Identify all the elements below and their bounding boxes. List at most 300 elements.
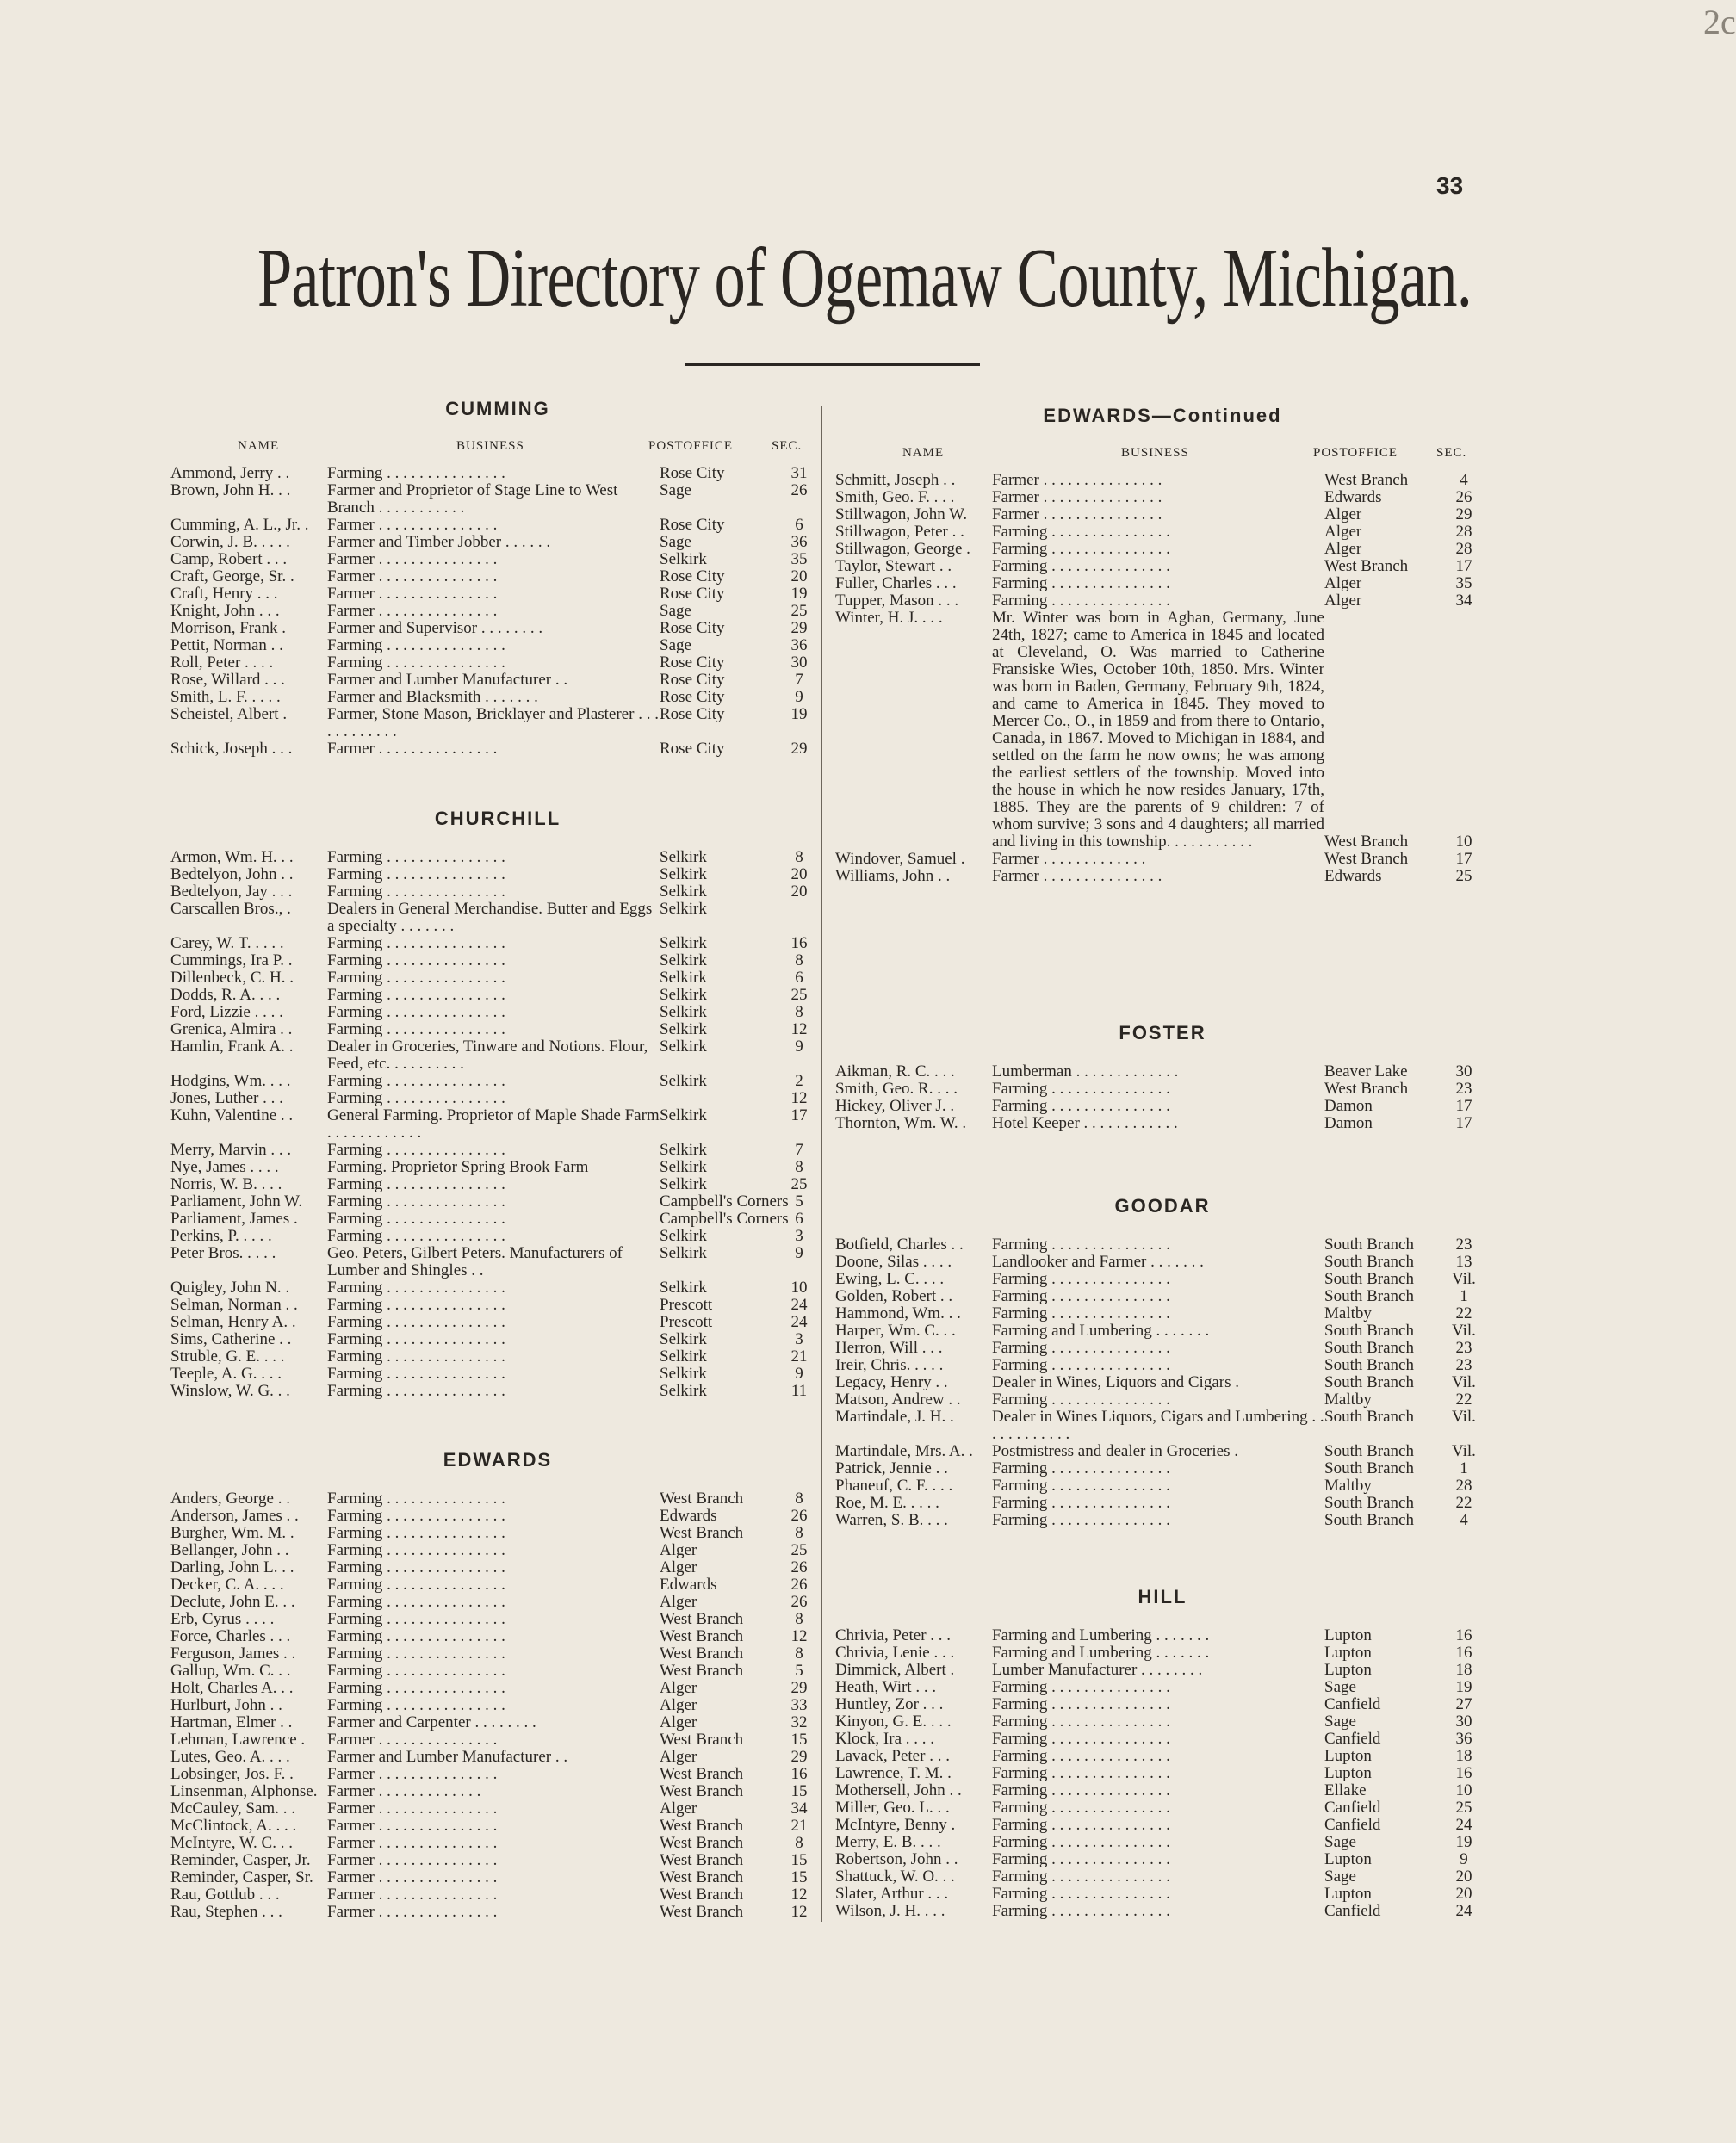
entry-sec: 16	[790, 1765, 808, 1783]
entry-sec: 22	[1455, 1494, 1472, 1512]
entry-postoffice: Selkirk	[660, 848, 707, 866]
directory-entry	[170, 1159, 825, 1176]
entry-postoffice: Lupton	[1324, 1661, 1372, 1679]
entry-business: Farming . . . . . . . . . . . . . . .	[327, 1210, 505, 1228]
entry-business: Farming . . . . . . . . . . . . . . .	[327, 1662, 505, 1680]
entry-postoffice: West Branch	[660, 1886, 744, 1904]
entry-postoffice: South Branch	[1324, 1253, 1414, 1271]
entry-postoffice: Alger	[660, 1799, 698, 1818]
entry-postoffice: Sage	[1324, 1678, 1356, 1696]
directory-entry	[170, 1004, 825, 1021]
entry-name: Fuller, Charles . . .	[835, 574, 957, 592]
entry-name: Schick, Joseph . . .	[170, 740, 293, 758]
entry-sec: 16	[790, 934, 808, 952]
entry-sec: 17	[790, 1106, 808, 1124]
entry-postoffice: South Branch	[1324, 1270, 1414, 1288]
entry-name: Holt, Charles A. . .	[170, 1679, 294, 1697]
entry-postoffice: South Branch	[1324, 1408, 1414, 1426]
entry-name: Roe, M. E. . . . .	[835, 1494, 939, 1512]
entry-name: Burgher, Wm. M. .	[170, 1524, 294, 1542]
entry-name: Force, Charles . . .	[170, 1627, 291, 1645]
entry-name: Golden, Robert . .	[835, 1287, 953, 1305]
entry-name: Anders, George . .	[170, 1490, 290, 1508]
directory-entry	[170, 1038, 825, 1073]
directory-entry	[835, 523, 1490, 541]
entry-business: Hotel Keeper . . . . . . . . . . . .	[992, 1114, 1178, 1132]
entry-postoffice: Sage	[660, 602, 691, 620]
entry-business: Farmer . . . . . . . . . . . . . . .	[992, 471, 1162, 489]
directory-entry	[835, 592, 1490, 610]
entry-name: Wilson, J. H. . . .	[835, 1902, 946, 1920]
entry-sec: 19	[790, 585, 808, 603]
entry-sec: 6	[795, 516, 803, 534]
entry-business: Farming . . . . . . . . . . . . . . .	[327, 1679, 505, 1697]
directory-entry	[170, 1680, 825, 1697]
entry-business: Farmer . . . . . . . . . . . . . . .	[327, 567, 498, 585]
entry-name: Morrison, Frank .	[170, 619, 287, 637]
entry-business: Farming . . . . . . . . . . . . . . .	[327, 1141, 505, 1159]
entry-postoffice: Selkirk	[660, 1244, 707, 1262]
directory-section	[170, 808, 825, 1400]
directory-entry	[170, 1559, 825, 1576]
entry-postoffice: Alger	[660, 1748, 698, 1766]
entry-business: Landlooker and Farmer . . . . . . .	[992, 1253, 1204, 1271]
entry-name: Ferguson, James . .	[170, 1644, 296, 1663]
directory-entry	[835, 1460, 1490, 1477]
entry-postoffice: Alger	[660, 1593, 698, 1611]
entry-business: Farmer . . . . . . . . . . . . . . .	[327, 1903, 498, 1921]
entry-sec: 23	[1455, 1236, 1472, 1254]
entry-business: Dealer in Wines Liquors, Cigars and Lumbering . . . . . . . . . . . .	[992, 1408, 1324, 1443]
entry-name: Kuhn, Valentine . .	[170, 1106, 294, 1124]
directory-entry	[835, 1868, 1490, 1886]
directory-entry	[835, 1644, 1490, 1662]
entry-sec: 10	[1455, 1781, 1472, 1799]
entry-name: Linsenman, Alphonse.	[170, 1782, 318, 1800]
entry-postoffice: Lupton	[1324, 1626, 1372, 1644]
entry-business: Farming . . . . . . . . . . . . . . .	[327, 1507, 505, 1525]
entry-business: Farming . . . . . . . . . . . . . . .	[992, 1730, 1170, 1748]
entry-postoffice: Selkirk	[660, 1382, 707, 1400]
entry-postoffice: Edwards	[660, 1507, 717, 1525]
entry-name: McCauley, Sam. . .	[170, 1799, 295, 1818]
entry-postoffice: Maltby	[1324, 1477, 1372, 1495]
entry-business: Farming . . . . . . . . . . . . . . .	[327, 1490, 505, 1508]
entry-name: Teeple, A. G. . . .	[170, 1365, 282, 1383]
entry-business: Farming . . . . . . . . . . . . . . .	[327, 934, 505, 952]
entry-name: Roll, Peter . . . .	[170, 653, 274, 672]
entry-sec: 11	[790, 1382, 808, 1400]
entry-business: Farming . . . . . . . . . . . . . . .	[327, 1558, 505, 1576]
entry-business: Farmer . . . . . . . . . . . . .	[992, 850, 1146, 868]
entry-business: Farming . . . . . . . . . . . . . . .	[327, 464, 505, 482]
entry-sec: 16	[1455, 1644, 1472, 1662]
entry-postoffice: Lupton	[1324, 1850, 1372, 1868]
entry-sec: 29	[790, 740, 808, 758]
directory-entry	[170, 1348, 825, 1366]
directory-entry	[170, 1228, 825, 1245]
directory-entry	[170, 1714, 825, 1731]
entry-business: Farming . . . . . . . . . . . . . . .	[327, 1089, 505, 1107]
entry-business: Farming . . . . . . . . . . . . . . .	[992, 557, 1170, 575]
entry-name: Rau, Stephen . . .	[170, 1903, 282, 1921]
entry-name: Winslow, W. G. . .	[170, 1382, 290, 1400]
entry-sec: 26	[1455, 488, 1472, 506]
directory-entry	[170, 585, 825, 603]
section-title: EDWARDS—Continued	[1043, 405, 1282, 426]
directory-entry	[170, 706, 825, 740]
directory-entry	[170, 1886, 825, 1904]
entry-sec: 32	[790, 1713, 808, 1731]
entry-business: Farming . . . . . . . . . . . . . . .	[327, 883, 505, 901]
entry-sec: 5	[795, 1192, 803, 1211]
entry-business: Farming . . . . . . . . . . . . . . .	[992, 1097, 1170, 1115]
entry-sec: 34	[1455, 591, 1472, 610]
entry-name: Reminder, Casper, Sr.	[170, 1868, 313, 1886]
entry-sec: 7	[795, 1141, 803, 1159]
entry-name: Williams, John . .	[835, 867, 951, 885]
entry-sec: 33	[790, 1696, 808, 1714]
entry-business: Farming . . . . . . . . . . . . . . .	[992, 1339, 1170, 1357]
entry-business: Farming . . . . . . . . . . . . . . .	[327, 1541, 505, 1559]
entry-postoffice: Selkirk	[660, 1175, 707, 1193]
entry-postoffice: Edwards	[1324, 867, 1382, 885]
entry-sec: 29	[790, 1679, 808, 1697]
entry-business: Farming . . . . . . . . . . . . . . .	[327, 951, 505, 969]
entry-sec: 8	[795, 1644, 803, 1663]
directory-entry	[835, 1305, 1490, 1322]
entry-name: Cumming, A. L., Jr. .	[170, 516, 309, 534]
entry-postoffice: Rose City	[660, 688, 725, 706]
entry-postoffice: Lupton	[1324, 1747, 1372, 1765]
entry-business: Farmer . . . . . . . . . . . . . . .	[327, 1868, 498, 1886]
entry-business: Farming . . . . . . . . . . . . . . .	[327, 1192, 505, 1211]
directory-entry	[835, 541, 1490, 558]
entry-name: Stillwagon, George .	[835, 540, 970, 558]
entry-sec: 8	[795, 1834, 803, 1852]
entry-business: Postmistress and dealer in Groceries .	[992, 1442, 1238, 1460]
entry-name: Lawrence, T. M. .	[835, 1764, 952, 1782]
entry-sec: 21	[790, 1817, 808, 1835]
entry-business: Farming . . . . . . . . . . . . . . .	[327, 1644, 505, 1663]
entry-name: Jones, Luther . . .	[170, 1089, 283, 1107]
entry-postoffice: Alger	[1324, 591, 1362, 610]
entry-business: Farming . . . . . . . . . . . . . . .	[327, 986, 505, 1004]
entry-name: Pettit, Norman . .	[170, 636, 283, 654]
header-postoffice: POSTOFFICE	[648, 439, 734, 453]
entry-business: Farming and Lumbering . . . . . . .	[992, 1626, 1210, 1644]
entry-name: Perkins, P. . . . .	[170, 1227, 272, 1245]
entry-postoffice: Rose City	[660, 464, 725, 482]
entry-name: Bedtelyon, Jay . . .	[170, 883, 293, 901]
directory-entry	[170, 1749, 825, 1766]
entry-name: Merry, Marvin . . .	[170, 1141, 292, 1159]
directory-entry	[835, 1834, 1490, 1851]
directory-entry	[170, 1611, 825, 1628]
directory-entry	[835, 1886, 1490, 1903]
directory-entry	[170, 637, 825, 654]
entry-postoffice: Canfield	[1324, 1695, 1381, 1713]
entry-sec: 17	[1455, 557, 1472, 575]
entry-sec: 8	[795, 1490, 803, 1508]
entry-sec: 12	[790, 1886, 808, 1904]
entry-business: Farming . . . . . . . . . . . . . . .	[327, 848, 505, 866]
entry-business: Farming . . . . . . . . . . . . . . .	[992, 1236, 1170, 1254]
entry-sec: 17	[1455, 850, 1472, 868]
entry-business: Dealer in Wines, Liquors and Cigars .	[992, 1373, 1239, 1391]
directory-entry	[835, 1357, 1490, 1374]
entry-sec: 3	[795, 1227, 803, 1245]
directory-entry	[170, 1766, 825, 1783]
entry-name: Warren, S. B. . . .	[835, 1511, 948, 1529]
section-title: CHURCHILL	[434, 808, 561, 829]
entry-name: Hartman, Elmer . .	[170, 1713, 293, 1731]
directory-entry	[835, 575, 1490, 592]
entry-business: Farmer . . . . . . . . . . . . . . .	[992, 488, 1162, 506]
directory-entry	[170, 1869, 825, 1886]
entry-business: Farming . . . . . . . . . . . . . . .	[992, 1494, 1170, 1512]
directory-entry	[170, 465, 825, 482]
entry-postoffice: South Branch	[1324, 1459, 1414, 1477]
header-business: BUSINESS	[456, 439, 524, 453]
entry-sec: 15	[790, 1731, 808, 1749]
entry-sec: 25	[790, 986, 808, 1004]
entry-sec: 18	[1455, 1747, 1472, 1765]
entry-sec: 20	[790, 883, 808, 901]
entry-postoffice: Prescott	[660, 1296, 713, 1314]
entry-sec: 30	[1455, 1062, 1472, 1081]
entry-name: Camp, Robert . . .	[170, 550, 288, 568]
entry-name: Thornton, Wm. W. .	[835, 1114, 967, 1132]
entry-sec: 24	[1455, 1902, 1472, 1920]
directory-entry	[170, 1021, 825, 1038]
entry-name: Hurlburt, John . .	[170, 1696, 282, 1714]
entry-postoffice: Rose City	[660, 585, 725, 603]
entry-business: Farming . . . . . . . . . . . . . . .	[327, 1365, 505, 1383]
directory-entry	[170, 1697, 825, 1714]
entry-business: Farming . . . . . . . . . . . . . . .	[992, 1902, 1170, 1920]
directory-entry	[170, 1508, 825, 1525]
entry-business: Farmer . . . . . . . . . . . . .	[327, 1782, 481, 1800]
entry-postoffice: Selkirk	[660, 865, 707, 883]
entry-name: McClintock, A. . . .	[170, 1817, 297, 1835]
entry-name: Grenica, Almira . .	[170, 1020, 293, 1038]
entry-postoffice: Selkirk	[660, 1347, 707, 1366]
entry-postoffice: Edwards	[660, 1576, 717, 1594]
directory-entry	[835, 1477, 1490, 1495]
entry-sec: 12	[790, 1089, 808, 1107]
directory-entry	[170, 1645, 825, 1663]
entry-postoffice: Campbell's Corners	[660, 1210, 789, 1228]
section-title: HILL	[1138, 1586, 1187, 1607]
entry-postoffice: Selkirk	[660, 1279, 707, 1297]
entry-postoffice: Alger	[1324, 523, 1362, 541]
entry-postoffice: Selkirk	[660, 1072, 707, 1090]
directory-entry	[170, 1366, 825, 1383]
entry-name: Dodds, R. A. . . .	[170, 986, 281, 1004]
entry-business: Farming . . . . . . . . . . . . . . .	[992, 1304, 1170, 1322]
entry-sec: 21	[790, 1347, 808, 1366]
directory-entry	[170, 1800, 825, 1818]
entry-business: Farmer and Proprietor of Stage Line to West Branch . . . . . . . . . . .	[327, 481, 618, 517]
entry-postoffice: Selkirk	[660, 550, 707, 568]
directory-entry	[835, 1254, 1490, 1271]
entry-postoffice: Sage	[660, 636, 691, 654]
entry-name: Smith, Geo. R. . . .	[835, 1080, 958, 1098]
entry-sec: 25	[790, 1175, 808, 1193]
entry-sec: Vil.	[1452, 1442, 1476, 1460]
entry-name: Lehman, Lawrence .	[170, 1731, 306, 1749]
entry-sec: 16	[1455, 1626, 1472, 1644]
directory-entry	[835, 1443, 1490, 1460]
entry-sec: 24	[1455, 1816, 1472, 1834]
entry-name: Harper, Wm. C. . .	[835, 1322, 956, 1340]
directory-entry	[835, 1081, 1490, 1098]
directory-entry	[835, 1236, 1490, 1254]
entry-name: Hammond, Wm. . .	[835, 1304, 961, 1322]
directory-entry	[835, 1731, 1490, 1748]
entry-business: Farming . . . . . . . . . . . . . . .	[992, 1511, 1170, 1529]
entry-name: Heath, Wirt . . .	[835, 1678, 937, 1696]
entry-postoffice: West Branch	[660, 1731, 744, 1749]
entry-business: Dealers in General Merchandise. Butter and Eggs a specialty . . . . . . .	[327, 900, 653, 935]
entry-postoffice: West Branch	[660, 1817, 744, 1835]
entry-name: Winter, H. J. . . .	[835, 609, 943, 627]
entry-sec: 36	[790, 533, 808, 551]
directory-entry	[170, 603, 825, 620]
entry-postoffice: South Branch	[1324, 1442, 1414, 1460]
entry-name: Parliament, James .	[170, 1210, 298, 1228]
entry-sec: 17	[1455, 1114, 1472, 1132]
section-title: CUMMING	[445, 398, 550, 419]
entry-business: Farming. Proprietor Spring Brook Farm	[327, 1158, 589, 1176]
entry-business: Farmer and Carpenter . . . . . . . .	[327, 1713, 536, 1731]
entry-business: Farming . . . . . . . . . . . . . . .	[992, 1390, 1170, 1409]
entry-name: McIntyre, W. C. . .	[170, 1834, 293, 1852]
directory-entry	[170, 517, 825, 534]
entry-name: Dillenbeck, C. H. .	[170, 969, 294, 987]
entry-business: Farming . . . . . . . . . . . . . . .	[992, 1781, 1170, 1799]
entry-name: Miller, Geo. L. . .	[835, 1799, 950, 1817]
entry-postoffice: West Branch	[1324, 850, 1409, 868]
entry-business: Farming . . . . . . . . . . . . . . .	[327, 1610, 505, 1628]
entry-business: Farming . . . . . . . . . . . . . . .	[992, 1356, 1170, 1374]
entry-business: Farming . . . . . . . . . . . . . . .	[992, 523, 1170, 541]
entry-business: Farming . . . . . . . . . . . . . . .	[992, 1713, 1170, 1731]
entry-sec: 20	[1455, 1867, 1472, 1886]
entry-postoffice: Selkirk	[660, 1330, 707, 1348]
entry-business: Farming . . . . . . . . . . . . . . .	[992, 1867, 1170, 1886]
column-headers	[835, 446, 1490, 465]
entry-business: Farming and Lumbering . . . . . . .	[992, 1644, 1210, 1662]
directory-entry	[170, 672, 825, 689]
entry-name: Brown, John H. . .	[170, 481, 291, 499]
directory-entry	[170, 1525, 825, 1542]
entry-sec: 19	[790, 705, 808, 723]
entry-business: Farming . . . . . . . . . . . . . . .	[327, 1072, 505, 1090]
entry-sec: 15	[790, 1851, 808, 1869]
entry-business: Farming and Lumbering . . . . . . .	[992, 1322, 1210, 1340]
directory-section	[835, 1195, 1490, 1529]
entry-name: Merry, E. B. . . .	[835, 1833, 941, 1851]
entry-postoffice: Sage	[1324, 1867, 1356, 1886]
directory-section	[835, 405, 1490, 885]
entry-name: McIntyre, Benny .	[835, 1816, 956, 1834]
directory-entry	[170, 689, 825, 706]
entry-postoffice: Alger	[660, 1558, 698, 1576]
entry-name: Phaneuf, C. F. . . .	[835, 1477, 953, 1495]
entry-name: Hickey, Oliver J. .	[835, 1097, 955, 1115]
entry-sec: 1	[1460, 1287, 1468, 1305]
entry-sec: 29	[1455, 505, 1472, 523]
entry-postoffice: Selkirk	[660, 1141, 707, 1159]
section-title: EDWARDS	[443, 1449, 553, 1471]
entry-business: Farming . . . . . . . . . . . . . . .	[992, 1678, 1170, 1696]
entry-sec: 9	[795, 1365, 803, 1383]
entry-sec: 24	[790, 1296, 808, 1314]
entry-business: Farming . . . . . . . . . . . . . . .	[327, 1696, 505, 1714]
entry-name: Parliament, John W.	[170, 1192, 303, 1211]
entry-postoffice: Rose City	[660, 740, 725, 758]
entry-postoffice: West Branch	[1324, 833, 1409, 851]
entry-sec: 1	[1460, 1459, 1468, 1477]
entry-name: Erb, Cyrus . . . .	[170, 1610, 275, 1628]
entry-postoffice: West Branch	[1324, 557, 1409, 575]
entry-sec: 9	[795, 1244, 803, 1262]
directory-entry	[170, 1297, 825, 1314]
entry-name: Struble, G. E. . . .	[170, 1347, 285, 1366]
entry-business: Farming . . . . . . . . . . . . . . .	[992, 1816, 1170, 1834]
entry-sec: 6	[795, 1210, 803, 1228]
title-rule	[685, 363, 980, 366]
entry-name: Kinyon, G. E. . . .	[835, 1713, 952, 1731]
directory-entry	[170, 1107, 825, 1142]
entry-postoffice: Rose City	[660, 567, 725, 585]
entry-name: Selman, Henry A. .	[170, 1313, 296, 1331]
entry-business: Geo. Peters, Gilbert Peters. Manufacturers of Lumber and Shingles . .	[327, 1244, 623, 1279]
entry-name: Chrivia, Peter . . .	[835, 1626, 952, 1644]
entry-name: Lobsinger, Jos. F. .	[170, 1765, 294, 1783]
entry-sec: 18	[1455, 1661, 1472, 1679]
entry-sec: 29	[790, 619, 808, 637]
entry-sec: 29	[790, 1748, 808, 1766]
entry-name: Corwin, J. B. . . . .	[170, 533, 290, 551]
entry-postoffice: Beaver Lake	[1324, 1062, 1408, 1081]
entry-business: Farming . . . . . . . . . . . . . . .	[327, 1330, 505, 1348]
entry-name: Lavack, Peter . . .	[835, 1747, 950, 1765]
entry-sec: 24	[790, 1313, 808, 1331]
directory-entry	[835, 1495, 1490, 1512]
entry-name: Aikman, R. C. . . .	[835, 1062, 955, 1081]
entry-sec: 19	[1455, 1678, 1472, 1696]
entry-sec: 9	[1460, 1850, 1468, 1868]
entry-postoffice: Rose City	[660, 653, 725, 672]
entry-name: Darling, John L. . .	[170, 1558, 294, 1576]
entry-sec: 26	[790, 481, 808, 499]
entry-name: Bedtelyon, John . .	[170, 865, 294, 883]
entry-business: Farming . . . . . . . . . . . . . . .	[992, 1080, 1170, 1098]
entry-sec: 8	[795, 1610, 803, 1628]
entry-postoffice: West Branch	[660, 1903, 744, 1921]
entry-business: Farming . . . . . . . . . . . . . . .	[327, 1576, 505, 1594]
directory-entry	[170, 1628, 825, 1645]
entry-business: Farming . . . . . . . . . . . . . . .	[992, 1764, 1170, 1782]
entry-name: Taylor, Stewart . .	[835, 557, 952, 575]
directory-entry	[170, 1731, 825, 1749]
entry-business: Farmer . . . . . . . . . . . . . . .	[327, 602, 498, 620]
directory-entry	[835, 1662, 1490, 1679]
page-number: 33	[1436, 172, 1464, 199]
